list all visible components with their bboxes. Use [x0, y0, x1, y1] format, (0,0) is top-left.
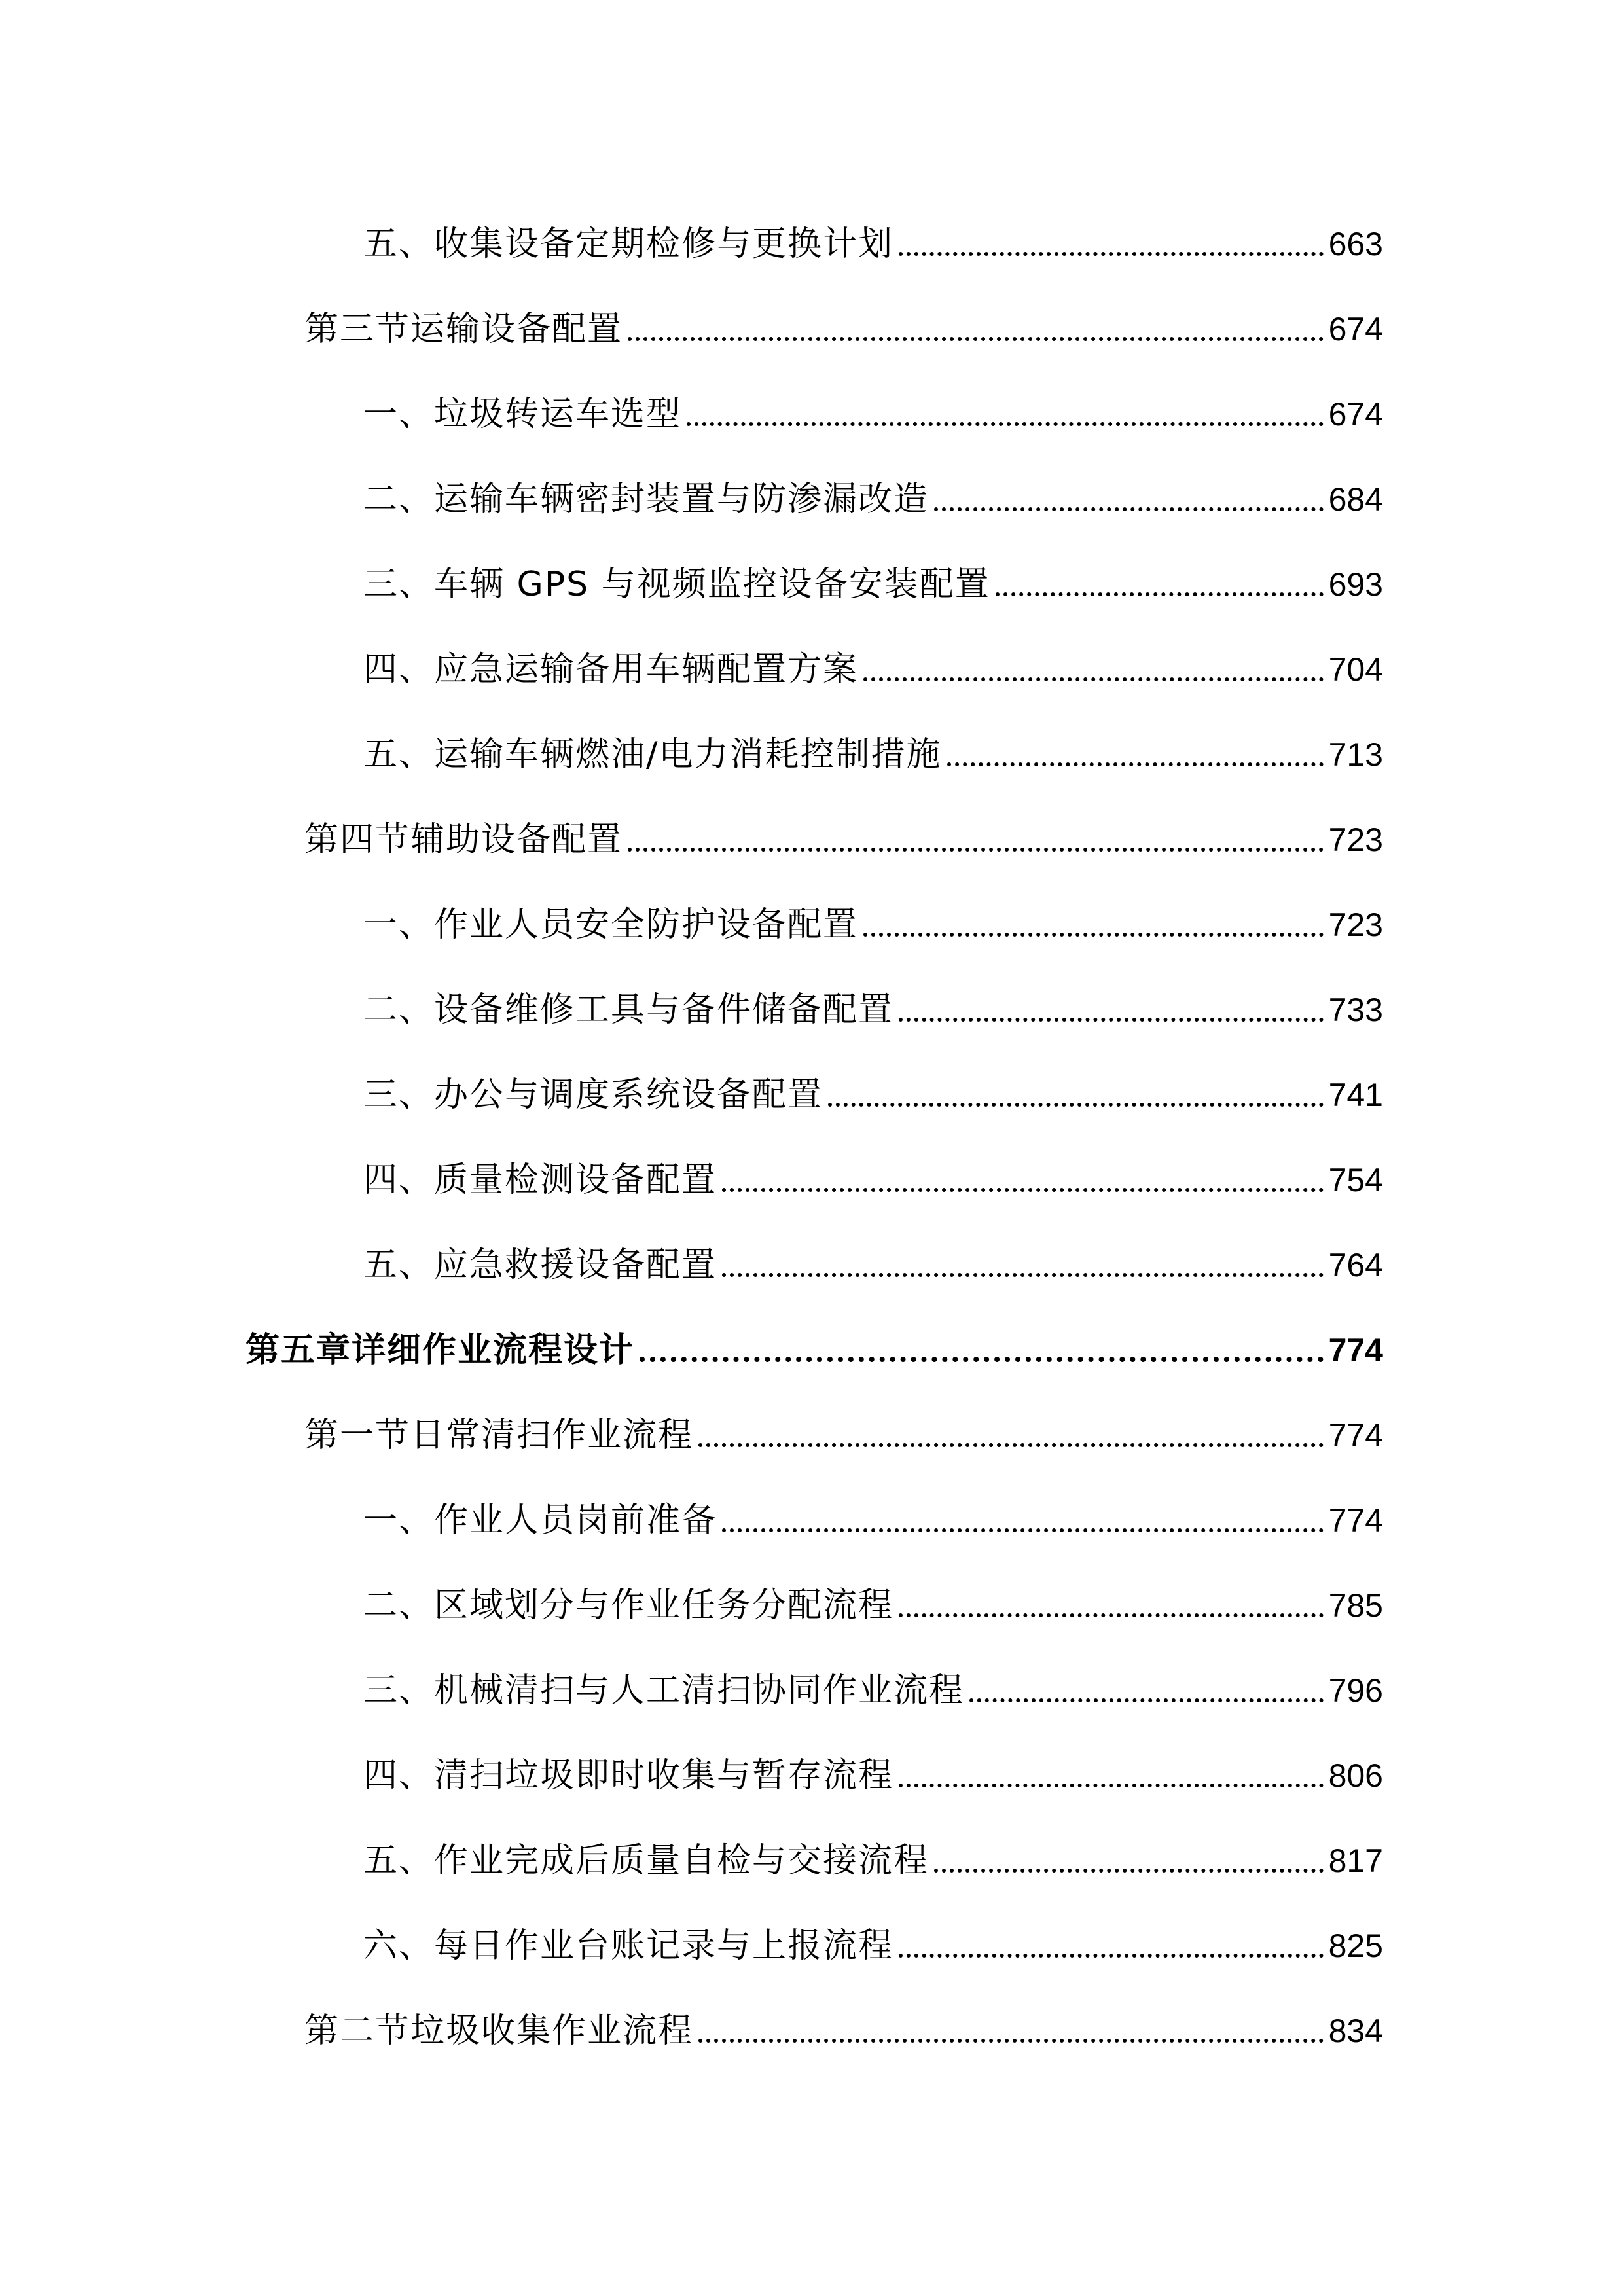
toc-entry-title: 一、作业人员安全防护设备配置	[363, 905, 859, 944]
dot-leader	[947, 762, 1324, 766]
toc-entry-title: 五、作业完成后质量自检与交接流程	[363, 1841, 929, 1880]
toc-entry-title: 四、质量检测设备配置	[363, 1160, 717, 1200]
toc-entry-title: 第二节垃圾收集作业流程	[304, 2011, 694, 2051]
toc-entry-title: 三、车辆 GPS 与视频监控设备安装配置	[363, 565, 990, 604]
dot-leader	[899, 252, 1324, 256]
toc-entry[interactable]	[363, 468, 1383, 520]
toc-entry-title: 一、垃圾转运车选型	[363, 395, 682, 434]
toc-entry[interactable]	[363, 1064, 1383, 1116]
dot-leader	[640, 1357, 1324, 1362]
toc-entry[interactable]	[363, 638, 1383, 691]
toc-entry-page: 723	[1328, 821, 1383, 858]
toc-entry[interactable]	[363, 1149, 1383, 1201]
dot-leader	[863, 933, 1324, 937]
toc-entry[interactable]	[304, 298, 1383, 350]
toc-entry-page: 754	[1328, 1162, 1383, 1198]
toc-entry-page: 733	[1328, 992, 1383, 1028]
dot-leader	[698, 1443, 1324, 1447]
dot-leader	[969, 1698, 1324, 1702]
toc-entry-title: 二、区域划分与作业任务分配流程	[363, 1586, 894, 1625]
toc-entry-page: 774	[1328, 1417, 1383, 1454]
toc-entry[interactable]	[304, 2000, 1383, 2052]
dot-leader	[722, 1273, 1324, 1277]
toc-entry-page: 674	[1328, 311, 1383, 348]
toc-chapter-entry[interactable]	[245, 1319, 1383, 1371]
toc-entry[interactable]	[363, 893, 1383, 946]
dot-leader	[899, 1784, 1324, 1787]
toc-entry[interactable]	[304, 1404, 1383, 1456]
toc-entry-title: 第一节日常清扫作业流程	[304, 1416, 694, 1455]
toc-entry-page: 704	[1328, 651, 1383, 688]
toc-entry-title: 五、应急救援设备配置	[363, 1246, 717, 1285]
dot-leader	[934, 1869, 1324, 1873]
toc-entry-title: 第五章详细作业流程设计	[245, 1331, 635, 1370]
toc-entry[interactable]	[363, 553, 1383, 605]
toc-entry-title: 三、办公与调度系统设备配置	[363, 1075, 823, 1115]
toc-entry-title: 三、机械清扫与人工清扫协同作业流程	[363, 1671, 965, 1710]
dot-leader	[722, 1188, 1324, 1192]
dot-leader	[899, 1613, 1324, 1617]
dot-leader	[899, 1954, 1324, 1958]
toc-entry-page: 674	[1328, 396, 1383, 433]
toc-entry-page: 834	[1328, 2013, 1383, 2049]
toc-entry[interactable]	[363, 1829, 1383, 1882]
toc-entry-title: 第四节辅助设备配置	[304, 820, 623, 859]
toc-entry-title: 四、应急运输备用车辆配置方案	[363, 650, 859, 689]
toc-entry[interactable]	[304, 808, 1383, 861]
dot-leader	[628, 848, 1324, 852]
toc-entry-page: 774	[1328, 1332, 1383, 1369]
toc-entry[interactable]	[363, 978, 1383, 1031]
toc-entry-page: 774	[1328, 1502, 1383, 1539]
dot-leader	[996, 592, 1324, 596]
toc-entry-page: 663	[1328, 226, 1383, 262]
toc-entry[interactable]	[363, 1574, 1383, 1626]
toc-entry[interactable]	[363, 1659, 1383, 1712]
toc-entry-page: 684	[1328, 481, 1383, 518]
toc-entry-page: 806	[1328, 1757, 1383, 1794]
toc-entry[interactable]	[363, 1744, 1383, 1797]
toc-entry-title: 二、运输车辆密封装置与防渗漏改造	[363, 480, 929, 519]
toc-entry[interactable]	[363, 1914, 1383, 1967]
dot-leader	[828, 1103, 1324, 1107]
toc-entry-title: 一、作业人员岗前准备	[363, 1501, 717, 1540]
toc-entry-page: 785	[1328, 1587, 1383, 1624]
toc-entry-title: 五、运输车辆燃油/电力消耗控制措施	[363, 735, 942, 774]
toc-entry-page: 817	[1328, 1842, 1383, 1879]
toc-entry[interactable]	[363, 1234, 1383, 1286]
toc-entry[interactable]	[363, 383, 1383, 435]
dot-leader	[687, 422, 1324, 426]
toc-entry-page: 825	[1328, 1928, 1383, 1964]
toc-entry-title: 二、设备维修工具与备件储备配置	[363, 990, 894, 1030]
dot-leader	[934, 507, 1324, 511]
toc-entry-page: 723	[1328, 906, 1383, 943]
toc-entry[interactable]	[363, 213, 1383, 265]
toc-entry-title: 五、收集设备定期检修与更换计划	[363, 224, 894, 264]
toc-entry-title: 四、清扫垃圾即时收集与暂存流程	[363, 1756, 894, 1795]
dot-leader	[899, 1018, 1324, 1022]
dot-leader	[863, 677, 1324, 681]
toc-entry-page: 741	[1328, 1077, 1383, 1113]
toc-entry[interactable]	[363, 723, 1383, 776]
toc-entry-page: 796	[1328, 1672, 1383, 1709]
toc-entry[interactable]	[363, 1489, 1383, 1541]
toc-entry-page: 764	[1328, 1247, 1383, 1283]
toc-entry-page: 713	[1328, 736, 1383, 773]
toc-entry-title: 第三节运输设备配置	[304, 310, 623, 349]
toc-entry-title: 六、每日作业台账记录与上报流程	[363, 1926, 894, 1965]
toc-entry-page: 693	[1328, 566, 1383, 603]
dot-leader	[628, 337, 1324, 341]
dot-leader	[698, 2039, 1324, 2043]
dot-leader	[722, 1528, 1324, 1532]
